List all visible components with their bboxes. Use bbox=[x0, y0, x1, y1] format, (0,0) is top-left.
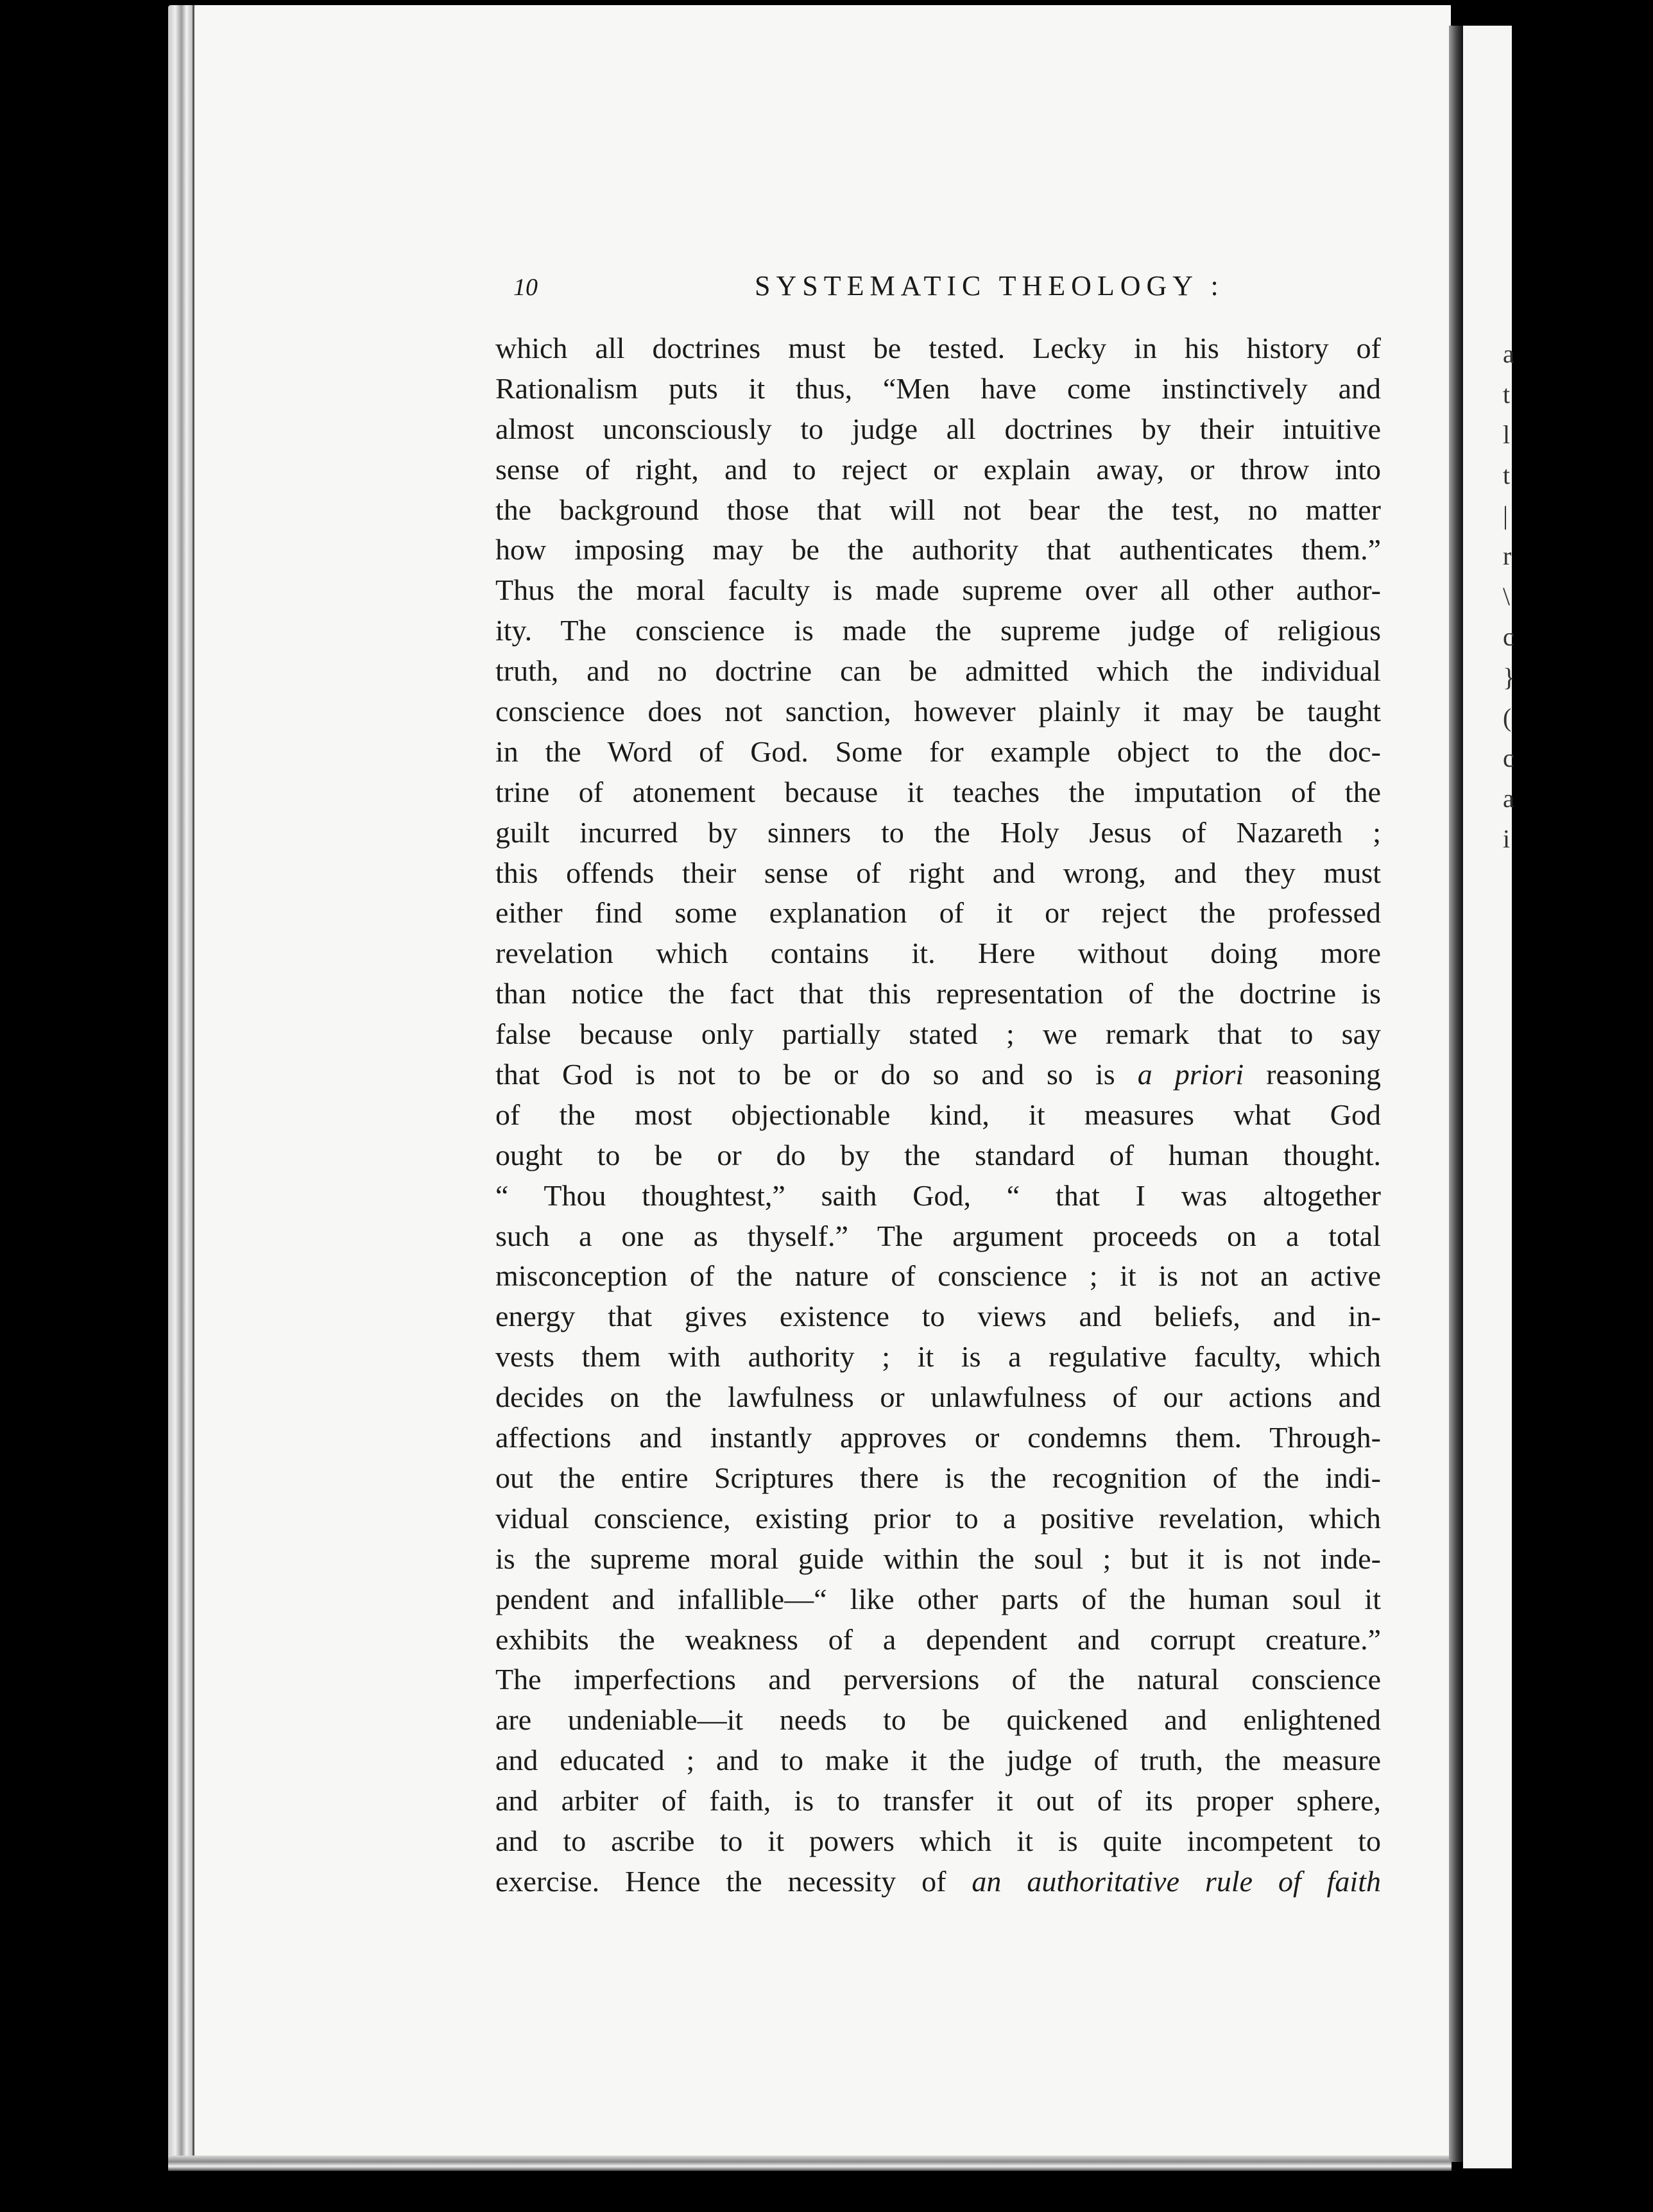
italic-phrase: an authoritative rule of faith bbox=[972, 1864, 1381, 1898]
scan-border-left bbox=[0, 0, 168, 2212]
body-text bbox=[495, 328, 1381, 1902]
text-line: such a one as thyself.” The argument proceeds on a total bbox=[495, 1219, 1381, 1252]
text-line: of the most objectionable kind, it measures what God bbox=[495, 1098, 1381, 1131]
text-line: Thus the moral faculty is made supreme over all other author- bbox=[495, 574, 1381, 607]
text-line: than notice the fact that this representation of the doctrine is bbox=[495, 977, 1381, 1010]
text-line: are undeniable—it needs to be quickened and enlightened bbox=[495, 1703, 1381, 1737]
facing-letter: r bbox=[1503, 541, 1512, 570]
text-line: almost unconsciously to judge all doctrines by their intuitive bbox=[495, 412, 1381, 445]
page-stack-edge bbox=[168, 5, 193, 2156]
text-line: vidual conscience, existing prior to a positive revelation, which bbox=[495, 1501, 1381, 1535]
text-line: vests them with authority ; it is a regulative faculty, which bbox=[495, 1340, 1381, 1374]
text-line: either find some explanation of it or reject the professed bbox=[495, 896, 1381, 930]
text-line: The imperfections and perversions of the natural conscience bbox=[495, 1663, 1381, 1696]
text-line: and to ascribe to it powers which it is quite incompetent to bbox=[495, 1824, 1381, 1857]
text-line-with-italic bbox=[495, 1055, 1381, 1095]
facing-letter: \ bbox=[1503, 582, 1511, 611]
running-title: SYSTEMATIC THEOLOGY : bbox=[755, 270, 1224, 302]
text-fragment: reasoning bbox=[1266, 1058, 1382, 1091]
text-line: “ Thou thoughtest,” saith God, “ that I was altogether bbox=[495, 1178, 1381, 1212]
text-line: affections and instantly approves or condemns them. Through- bbox=[495, 1421, 1381, 1454]
page-number: 10 bbox=[513, 274, 538, 301]
text-line: false because only partially stated ; we remark that to say bbox=[495, 1017, 1381, 1051]
text-line: ity. The conscience is made the supreme judge of religious bbox=[495, 614, 1381, 647]
text-line: conscience does not sanction, however plainly it may be taught bbox=[495, 695, 1381, 728]
book-gutter bbox=[1449, 26, 1463, 2162]
text-line: exhibits the weakness of a dependent and corrupt creature.” bbox=[495, 1622, 1381, 1656]
text-line: guilt incurred by sinners to the Holy Jesus of Nazareth ; bbox=[495, 815, 1381, 849]
text-line: is the supreme moral guide within the soul ; but it is not inde- bbox=[495, 1542, 1381, 1575]
text-line: energy that gives existence to views and beliefs, and in- bbox=[495, 1300, 1381, 1333]
facing-page-letters bbox=[1503, 334, 1541, 859]
text-line: revelation which contains it. Here without doing more bbox=[495, 937, 1381, 970]
text-line: the background those that will not bear the test, no matter bbox=[495, 493, 1381, 526]
facing-letter: c bbox=[1503, 744, 1514, 772]
text-line: decides on the lawfulness or unlawfulness of our actions and bbox=[495, 1381, 1381, 1414]
text-line: this offends their sense of right and wrong, and they must bbox=[495, 856, 1381, 889]
facing-letter: a bbox=[1503, 784, 1514, 813]
facing-letter: i bbox=[1503, 824, 1511, 853]
italic-phrase: a priori bbox=[1137, 1058, 1244, 1091]
text-line: sense of right, and to reject or explain away, or throw into bbox=[495, 452, 1381, 486]
text-line: and arbiter of faith, is to transfer it out of its proper sphere, bbox=[495, 1784, 1381, 1817]
text-fragment: that God is not to be or do so and so is bbox=[495, 1058, 1115, 1091]
facing-letter: c bbox=[1503, 622, 1514, 651]
text-line: truth, and no doctrine can be admitted which the individual bbox=[495, 654, 1381, 688]
facing-letter: | bbox=[1503, 501, 1509, 530]
text-line: trine of atonement because it teaches the imputation of the bbox=[495, 775, 1381, 808]
facing-letter: a bbox=[1503, 339, 1514, 368]
facing-letter: t bbox=[1503, 380, 1511, 409]
facing-letter: t bbox=[1503, 461, 1511, 489]
text-line: in the Word of God. Some for example object to the doc- bbox=[495, 735, 1381, 768]
text-line: misconception of the nature of conscience ; it is not an active bbox=[495, 1259, 1381, 1293]
text-line: and educated ; and to make it the judge of truth, the measure bbox=[495, 1744, 1381, 1777]
text-fragment: exercise. Hence the necessity of bbox=[495, 1864, 946, 1898]
text-line: ought to be or do by the standard of human thought. bbox=[495, 1138, 1381, 1171]
facing-letter: ( bbox=[1503, 703, 1512, 732]
facing-letter: } bbox=[1503, 663, 1516, 692]
text-line-last bbox=[495, 1862, 1381, 1902]
page-bottom-edge bbox=[168, 2156, 1452, 2171]
text-line: how imposing may be the authority that authenticates them.” bbox=[495, 533, 1381, 566]
text-line: out the entire Scriptures there is the recognition of the indi- bbox=[495, 1461, 1381, 1494]
text-line: pendent and infallible—“ like other parts of the human soul it bbox=[495, 1582, 1381, 1615]
text-line: Rationalism puts it thus, “Men have come instinctively and bbox=[495, 371, 1381, 405]
facing-letter: l bbox=[1503, 420, 1511, 449]
text-line: which all doctrines must be tested. Lecky in his history of bbox=[495, 332, 1381, 364]
